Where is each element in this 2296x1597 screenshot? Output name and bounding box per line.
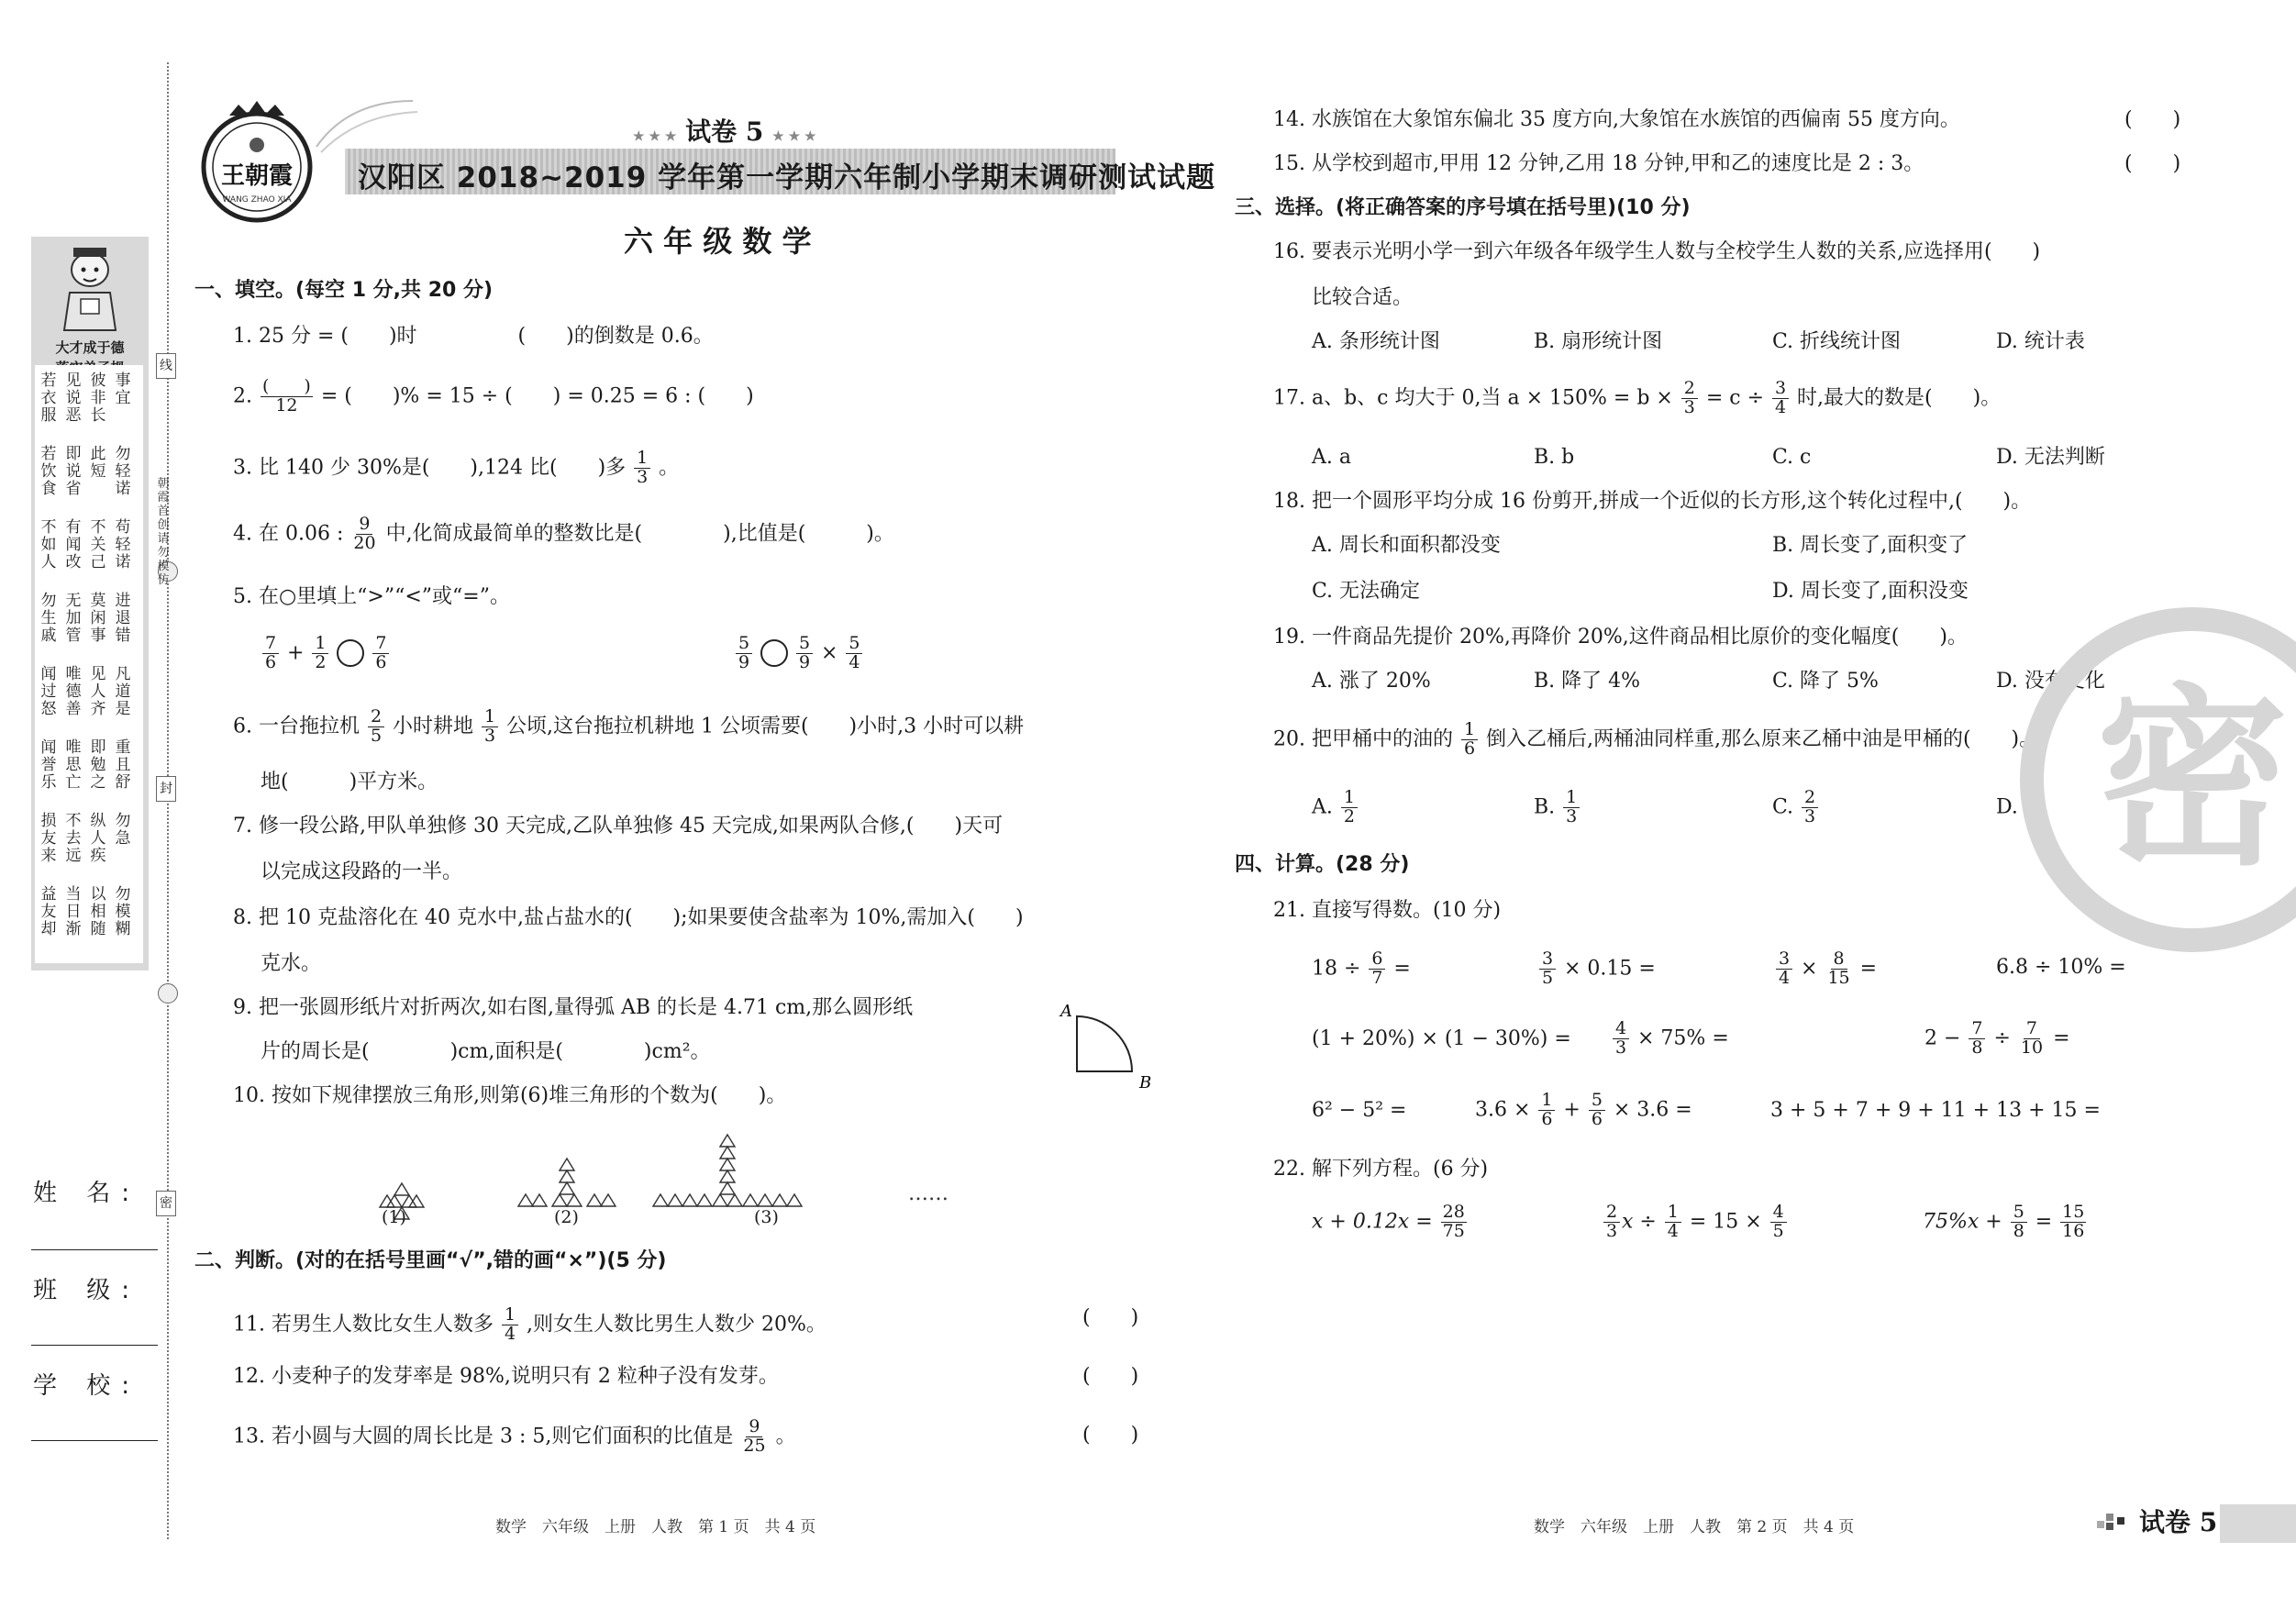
student-class-label: 班 级: (33, 1277, 141, 1304)
option-c[interactable]: C. $\frac{2}{3}$ (1772, 789, 1820, 826)
secret-watermark-icon (2018, 605, 2296, 954)
ribbon-decoration-icon (312, 92, 422, 156)
motto-column: 彼非长 (90, 372, 106, 425)
answer-bracket[interactable]: ( ) (2124, 152, 2181, 175)
calc-item: 3.6 × $\frac{1}{6}$ + $\frac{5}{6}$ × 3.6 = (1475, 1090, 1692, 1129)
question-16-line2: 比较合适。 (1312, 286, 1414, 309)
option-b[interactable]: B. 降了 4% (1534, 670, 1641, 693)
logo-text: 王朝霞 (220, 162, 294, 190)
calc-item: 3 + 5 + 7 + 9 + 11 + 13 + 15 = (1770, 1099, 2101, 1122)
motto-column: 唯德善 (65, 665, 82, 718)
copyright-vertical-text: 朝霞首创请勿模仿 (157, 477, 170, 587)
corner-decoration-icon (2097, 1508, 2137, 1532)
calc-item: 6.8 ÷ 10% = (1996, 956, 2126, 979)
motto-column: 若衣服 (40, 372, 57, 425)
option-b[interactable]: B. 扇形统计图 (1534, 330, 1663, 353)
answer-bracket[interactable]: ( ) (1082, 1365, 1139, 1388)
svg-text:密: 密 (2095, 667, 2290, 892)
page-footer-left: 数学 六年级 上册 人教 第 1 页 共 4 页 (495, 1518, 816, 1536)
student-class-field[interactable] (31, 1345, 158, 1346)
option-c[interactable]: C. 折线统计图 (1772, 330, 1902, 353)
equation-3: 75%x + $\frac{5}{8}$ = $\frac{15}{16}$ (1923, 1202, 2085, 1241)
option-a[interactable]: A. 条形统计图 (1312, 330, 1440, 353)
student-school-label: 学 校: (33, 1372, 141, 1400)
motto-line: 大才成于德 (55, 339, 125, 356)
answer-bracket[interactable]: ( ) (1082, 1306, 1139, 1329)
compare-expression-right: $\frac{5}{9}$ $\frac{5}{9}$ × $\frac{5}{4}$ (734, 635, 864, 672)
motto-column: 事宜 (115, 372, 131, 407)
ellipsis: …… (908, 1182, 948, 1205)
section-calculation: 四、计算。(28 分) (1235, 853, 1410, 876)
motto-column: 莫闲事 (90, 592, 106, 645)
motto-column: 勿轻诺 (115, 445, 131, 498)
paper-series-label: ★ ★ ★ 试卷 5 ★ ★ ★ (633, 116, 816, 147)
option-c[interactable]: C. 无法确定 (1312, 580, 1421, 603)
subject-title: 六 年 级 数 学 (624, 224, 812, 259)
corner-tab (2220, 1504, 2296, 1543)
option-a[interactable]: A. $\frac{1}{2}$ (1312, 789, 1359, 826)
answer-bracket[interactable]: ( ) (1082, 1424, 1139, 1447)
motto-column: 即说省 (65, 445, 82, 498)
calc-item: $\frac{3}{5}$ × 0.15 = (1537, 950, 1656, 988)
motto-column: 见说恶 (65, 372, 82, 425)
student-school-field[interactable] (31, 1440, 158, 1441)
option-d[interactable]: D. 周长变了,面积没变 (1772, 580, 1969, 603)
motto-column: 纵人疾 (90, 812, 106, 865)
equation-1: x + 0.12x = $\frac{28}{75}$ (1312, 1202, 1465, 1241)
motto-column: 闻过怒 (40, 665, 57, 718)
pattern-label: (2) (554, 1207, 579, 1227)
motto-text-panel (35, 365, 143, 963)
calc-item: (1 + 20%) × (1 − 30%) = (1312, 1027, 1571, 1050)
question-12: 12. 小麦种子的发芽率是 98%,说明只有 2 粒种子没有发芽。 (233, 1365, 779, 1388)
exam-title: 汉阳区 2018~2019 学年第一学期六年制小学期末调研测试试题 (358, 161, 1216, 194)
question-16: 16. 要表示光明小学一到六年级各年级学生人数与全校学生人数的关系,应选择用( ) (1273, 240, 2041, 263)
option-b[interactable]: B. $\frac{1}{3}$ (1534, 789, 1581, 826)
question-3: 3. 比 140 少 30%是( ),124 比( )多 $\frac{1}{3}$ 。 (233, 448, 680, 487)
motto-column: 益友却 (40, 885, 57, 938)
student-name-field[interactable] (31, 1249, 158, 1250)
motto-column: 唯思亡 (65, 738, 82, 792)
section-choice: 三、选择。(将正确答案的序号填在括号里)(10 分) (1235, 196, 1691, 219)
motto-column: 凡道是 (115, 665, 131, 718)
question-15: 15. 从学校到超市,甲用 12 分钟,乙用 18 分钟,甲和乙的速度比是 2 : 3。 (1273, 152, 1924, 175)
option-c[interactable]: C. c (1772, 446, 1812, 469)
motto-column: 闻誉乐 (40, 738, 57, 792)
triangle-pattern-figure (367, 1126, 1009, 1227)
point-b-label: B (1139, 1073, 1152, 1090)
corner-paper-label: 试卷 5 (2139, 1507, 2218, 1537)
fraction: $\frac{9}{20}$ (353, 514, 376, 553)
question-14: 14. 水族馆在大象馆东偏北 35 度方向,大象馆在水族馆的西偏南 55 度方向。 (1273, 108, 1960, 131)
motto-column: 若饮食 (40, 445, 57, 498)
compare-circle[interactable] (337, 639, 364, 667)
option-d[interactable]: D. 没有变化 (1996, 670, 2105, 693)
question-10: 10. 按如下规律摆放三角形,则第(6)堆三角形的个数为( )。 (233, 1084, 787, 1107)
question-8: 8. 把 10 克盐溶化在 40 克水中,盐占盐水的( );如果要使含盐率为 10%,需加入( ) (233, 906, 1024, 929)
scholar-mascot-icon (53, 242, 127, 334)
option-a[interactable]: A. a (1312, 446, 1351, 469)
option-a[interactable]: A. 涨了 20% (1312, 670, 1431, 693)
pattern-label: (1) (382, 1207, 406, 1227)
motto-column: 有闻改 (65, 518, 82, 571)
triangle-pile-2 (518, 1159, 616, 1206)
motto-column: 即勉之 (90, 738, 106, 792)
star-icon: ★ ★ ★ (633, 129, 677, 144)
option-d[interactable]: D. 无法判断 (1996, 446, 2105, 469)
point-a-label: A (1060, 1002, 1072, 1021)
calc-item: 6² − 5² = (1312, 1099, 1407, 1122)
question-19: 19. 一件商品先提价 20%,再降价 20%,这件商品相比原价的变化幅度( )。 (1273, 626, 1968, 649)
option-d[interactable]: D. 统计表 (1996, 330, 2085, 353)
calc-item: 2 − $\frac{7}{8}$ ÷ $\frac{7}{10}$ = (1924, 1018, 2070, 1058)
section-true-false: 二、判断。(对的在括号里画“√”,错的画“×”)(5 分) (194, 1249, 667, 1272)
motto-column: 进退错 (115, 592, 131, 645)
motto-column: 勿急 (115, 812, 131, 848)
fraction: $\frac{( )}{12}$ (262, 376, 311, 416)
pattern-label: (3) (754, 1207, 779, 1227)
motto-column: 不去远 (65, 812, 82, 865)
question-21: 21. 直接写得数。(10 分) (1273, 899, 1502, 922)
motto-column: 无加管 (65, 592, 82, 645)
logo-subtext: WANG ZHAO XIA (222, 195, 292, 205)
fraction: $\frac{1}{3}$ (634, 449, 650, 487)
calc-item: $\frac{3}{4}$ × $\frac{8}{15}$ = (1774, 950, 1877, 988)
question-9-line2: 片的周长是( )cm,面积是( )cm²。 (261, 1040, 711, 1063)
question-17: 17. a、b、c 均大于 0,当 a × 150% = b × $\frac{2}{3}$ = c ÷ $\frac{3}{4}$ 时,最大的数是( )。 (1273, 378, 2002, 417)
motto-column: 勿模糊 (115, 885, 131, 938)
binding-label-box: 线 (156, 353, 176, 379)
question-1: 1. 25 分 = ( )时 ( )的倒数是 0.6。 (233, 325, 714, 348)
student-name-label: 姓 名: (33, 1180, 141, 1207)
compare-expression-left: $\frac{7}{6}$ + $\frac{1}{2}$ $\frac{7}{6}$ (261, 635, 391, 672)
motto-column: 勿生戚 (40, 592, 57, 645)
answer-bracket[interactable]: ( ) (2124, 108, 2181, 131)
star-icon: ★ ★ ★ (772, 129, 816, 144)
section-fill-blank: 一、填空。(每空 1 分,共 20 分) (194, 279, 494, 302)
publisher-logo (193, 99, 321, 227)
quarter-circle-figure (1055, 998, 1165, 1090)
binding-label-box: 密 (156, 1191, 176, 1216)
question-22: 22. 解下列方程。(6 分) (1273, 1158, 1489, 1181)
binding-hole-icon (158, 983, 178, 1004)
option-c[interactable]: C. 降了 5% (1772, 670, 1879, 693)
question-6-line2: 地( )平方米。 (261, 771, 438, 793)
motto-column: 见人齐 (90, 665, 106, 718)
motto-column: 不如人 (40, 518, 57, 571)
triangle-pile-3 (653, 1135, 802, 1206)
question-6: 6. 一台拖拉机 $\frac{2}{5}$ 小时耕地 $\frac{1}{3}$ 公顷,这台拖拉机耕地 1 公顷需要( )小时,3 小时可以耕 (233, 706, 1025, 746)
option-d[interactable]: D. $\frac{1}{4}$ (1996, 789, 2045, 826)
question-18: 18. 把一个圆形平均分成 16 份剪开,拼成一个近似的长方形,这个转化过程中,( )。 (1273, 490, 2032, 513)
equation-2: $\frac{2}{3}$ x ÷ $\frac{1}{4}$ = 15 × $\frac{4}{5}$ (1602, 1203, 1789, 1241)
question-13: 13. 若小圆与大圆的周长比是 3 : 5,则它们面积的比值是 $\frac{9}{25}$ 。 (233, 1416, 796, 1456)
motto-column: 不关己 (90, 518, 106, 571)
motto-column: 此短 (90, 445, 106, 481)
motto-column: 损友来 (40, 812, 57, 865)
option-b[interactable]: B. b (1534, 446, 1575, 469)
page-footer-right: 数学 六年级 上册 人教 第 2 页 共 4 页 (1534, 1518, 1855, 1536)
question-5: 5. 在○里填上“>”“<”或“=”。 (233, 585, 510, 608)
option-b[interactable]: B. 周长变了,面积变了 (1772, 534, 1969, 557)
calc-item: 18 ÷ $\frac{6}{7}$ = (1312, 948, 1411, 988)
question-8-line2: 克水。 (261, 952, 322, 975)
question-20: 20. 把甲桶中的油的 $\frac{1}{6}$ 倒入乙桶后,两桶油同样重,那么原来乙桶中油是甲桶的( )。 (1273, 719, 2040, 759)
motto-column: 重且舒 (115, 738, 131, 792)
question-2: 2. $\frac{( )}{12}$ = ( )% = 15 ÷ ( ) = 0.25 = 6 : ( ) (233, 376, 754, 416)
question-4: 4. 在 0.06 : $\frac{9}{20}$ 中,化简成最简单的整数比是( ),比值是( )。 (233, 514, 894, 553)
question-11: 11. 若男生人数比女生人数多 $\frac{1}{4}$ ,则女生人数比男生人数少 20%。 (233, 1304, 826, 1344)
motto-column: 苟轻诺 (115, 518, 131, 571)
option-a[interactable]: A. 周长和面积都没变 (1312, 534, 1501, 557)
question-7: 7. 修一段公路,甲队单独修 30 天完成,乙队单独修 45 天完成,如果两队合修,( )天可 (233, 815, 1004, 837)
compare-circle[interactable] (760, 639, 788, 667)
question-7-line2: 以完成这段路的一半。 (261, 860, 463, 883)
motto-column: 以相随 (90, 885, 106, 938)
calc-item: $\frac{4}{3}$ × 75% = (1611, 1020, 1729, 1058)
question-9: 9. 把一张圆形纸片对折两次,如右图,量得弧 AB 的长是 4.71 cm,那么圆形纸 (233, 996, 914, 1019)
binding-label-box: 封 (156, 776, 176, 802)
motto-column: 当日渐 (65, 885, 82, 938)
